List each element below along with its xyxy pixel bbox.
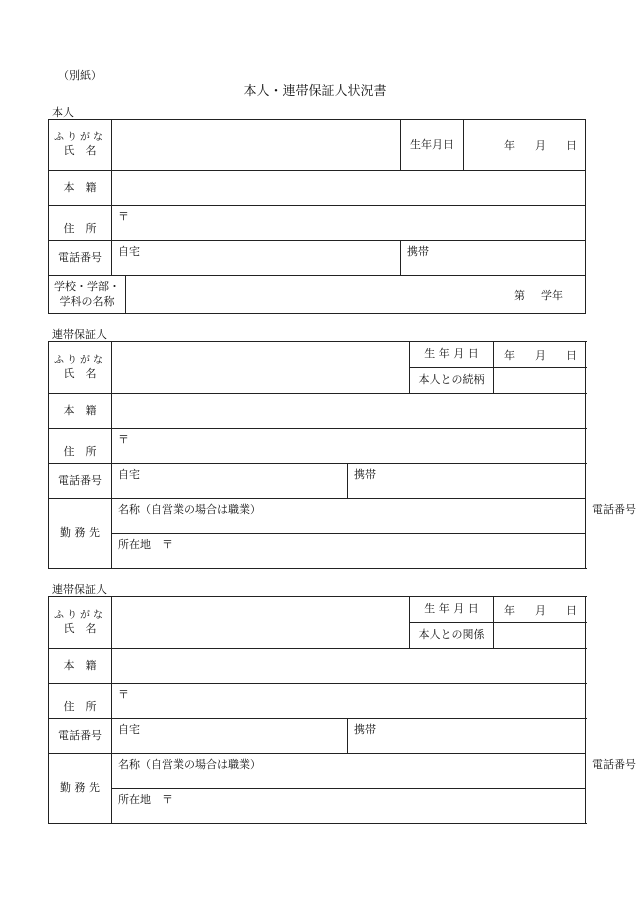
name-label: 氏 名	[63, 621, 97, 635]
month-label: 月	[535, 139, 547, 152]
mobile-label: 携帯	[354, 468, 376, 481]
address-field[interactable]	[112, 684, 586, 719]
birthdate-label: 生 年 月 日	[410, 342, 494, 368]
postal-mark: 〒	[118, 210, 129, 223]
work-phone-label: 電話番号	[592, 503, 636, 516]
phone-label: 電話番号	[49, 719, 112, 754]
day-label: 日	[566, 139, 578, 152]
home-label: 自宅	[118, 723, 140, 736]
furigana-label: ふりがな	[54, 132, 106, 144]
home-phone-field[interactable]	[112, 719, 348, 754]
day-label: 日	[566, 603, 577, 617]
work-location-field[interactable]	[112, 534, 586, 569]
mobile-label: 携帯	[407, 245, 430, 258]
home-phone-field[interactable]	[112, 464, 348, 499]
domicile-field[interactable]	[112, 649, 586, 684]
name-field[interactable]	[112, 342, 410, 394]
name-label-cell	[49, 597, 112, 649]
work-phone-label: 電話番号	[592, 758, 636, 771]
school-label-line1: 学校・学部・	[54, 280, 120, 294]
workplace-label: 勤 務 先	[49, 754, 112, 824]
birthdate-field[interactable]	[494, 597, 586, 623]
name-label-cell	[49, 120, 112, 171]
grade-prefix: 第	[514, 288, 526, 302]
location-label: 所在地 〒	[118, 793, 173, 806]
school-label-line2: 学科の名称	[59, 294, 115, 308]
domicile-label: 本 籍	[49, 649, 112, 684]
address-field[interactable]	[112, 429, 586, 464]
employer-field[interactable]	[112, 754, 586, 789]
birthdate-label: 生 年 月 日	[410, 597, 494, 623]
home-label: 自宅	[118, 468, 140, 481]
mobile-label: 携帯	[354, 723, 376, 736]
section-label-self: 本人	[52, 106, 74, 119]
school-field[interactable]	[126, 276, 586, 314]
workplace-label: 勤 務 先	[49, 499, 112, 569]
address-label: 住 所	[49, 429, 112, 464]
year-label: 年	[504, 603, 515, 617]
year-label: 年	[504, 139, 516, 152]
attachment-label: （別紙）	[58, 69, 102, 82]
name-field[interactable]	[112, 120, 401, 171]
postal-mark: 〒	[118, 433, 129, 446]
relation-label: 本人との関係	[410, 623, 494, 649]
relation-field[interactable]	[494, 368, 586, 394]
home-label: 自宅	[118, 245, 140, 258]
self-table	[48, 119, 586, 314]
section-label-guarantor-1: 連帯保証人	[52, 328, 107, 341]
domicile-label: 本 籍	[49, 394, 112, 429]
phone-label: 電話番号	[49, 464, 112, 499]
name-label: 氏 名	[63, 366, 97, 380]
guarantor-1-table	[48, 341, 636, 569]
furigana-label: ふりがな	[54, 609, 106, 621]
guarantor-2-table	[48, 596, 636, 824]
relation-field[interactable]	[494, 623, 586, 649]
employer-field[interactable]	[112, 499, 586, 534]
employer-label: 名称（自営業の場合は職業）	[118, 758, 261, 771]
mobile-phone-field[interactable]	[348, 464, 586, 499]
year-label: 年	[504, 348, 515, 362]
mobile-phone-field[interactable]	[348, 719, 586, 754]
birthdate-field[interactable]	[464, 120, 586, 171]
birthdate-label: 生年月日	[401, 120, 464, 171]
section-label-guarantor-2: 連帯保証人	[52, 583, 107, 596]
home-phone-field[interactable]	[112, 241, 401, 276]
grade-suffix: 学年	[541, 288, 564, 302]
name-label: 氏 名	[63, 144, 97, 158]
phone-label: 電話番号	[49, 241, 112, 276]
mobile-phone-field[interactable]	[401, 241, 586, 276]
month-label: 月	[535, 603, 546, 617]
name-label-cell	[49, 342, 112, 394]
domicile-field[interactable]	[112, 171, 586, 206]
address-label: 住 所	[49, 206, 112, 241]
relation-label: 本人との続柄	[410, 368, 494, 394]
domicile-field[interactable]	[112, 394, 586, 429]
location-label: 所在地 〒	[118, 538, 173, 551]
address-field[interactable]	[112, 206, 586, 241]
school-label	[49, 276, 126, 314]
name-field[interactable]	[112, 597, 410, 649]
address-label: 住 所	[49, 684, 112, 719]
domicile-label: 本 籍	[49, 171, 112, 206]
furigana-label: ふりがな	[54, 354, 106, 366]
page-title: 本人・連帯保証人状況書	[243, 84, 387, 99]
postal-mark: 〒	[118, 688, 129, 701]
employer-label: 名称（自営業の場合は職業）	[118, 503, 261, 516]
work-location-field[interactable]	[112, 789, 586, 824]
day-label: 日	[566, 348, 577, 362]
month-label: 月	[535, 348, 546, 362]
birthdate-field[interactable]	[494, 342, 586, 368]
